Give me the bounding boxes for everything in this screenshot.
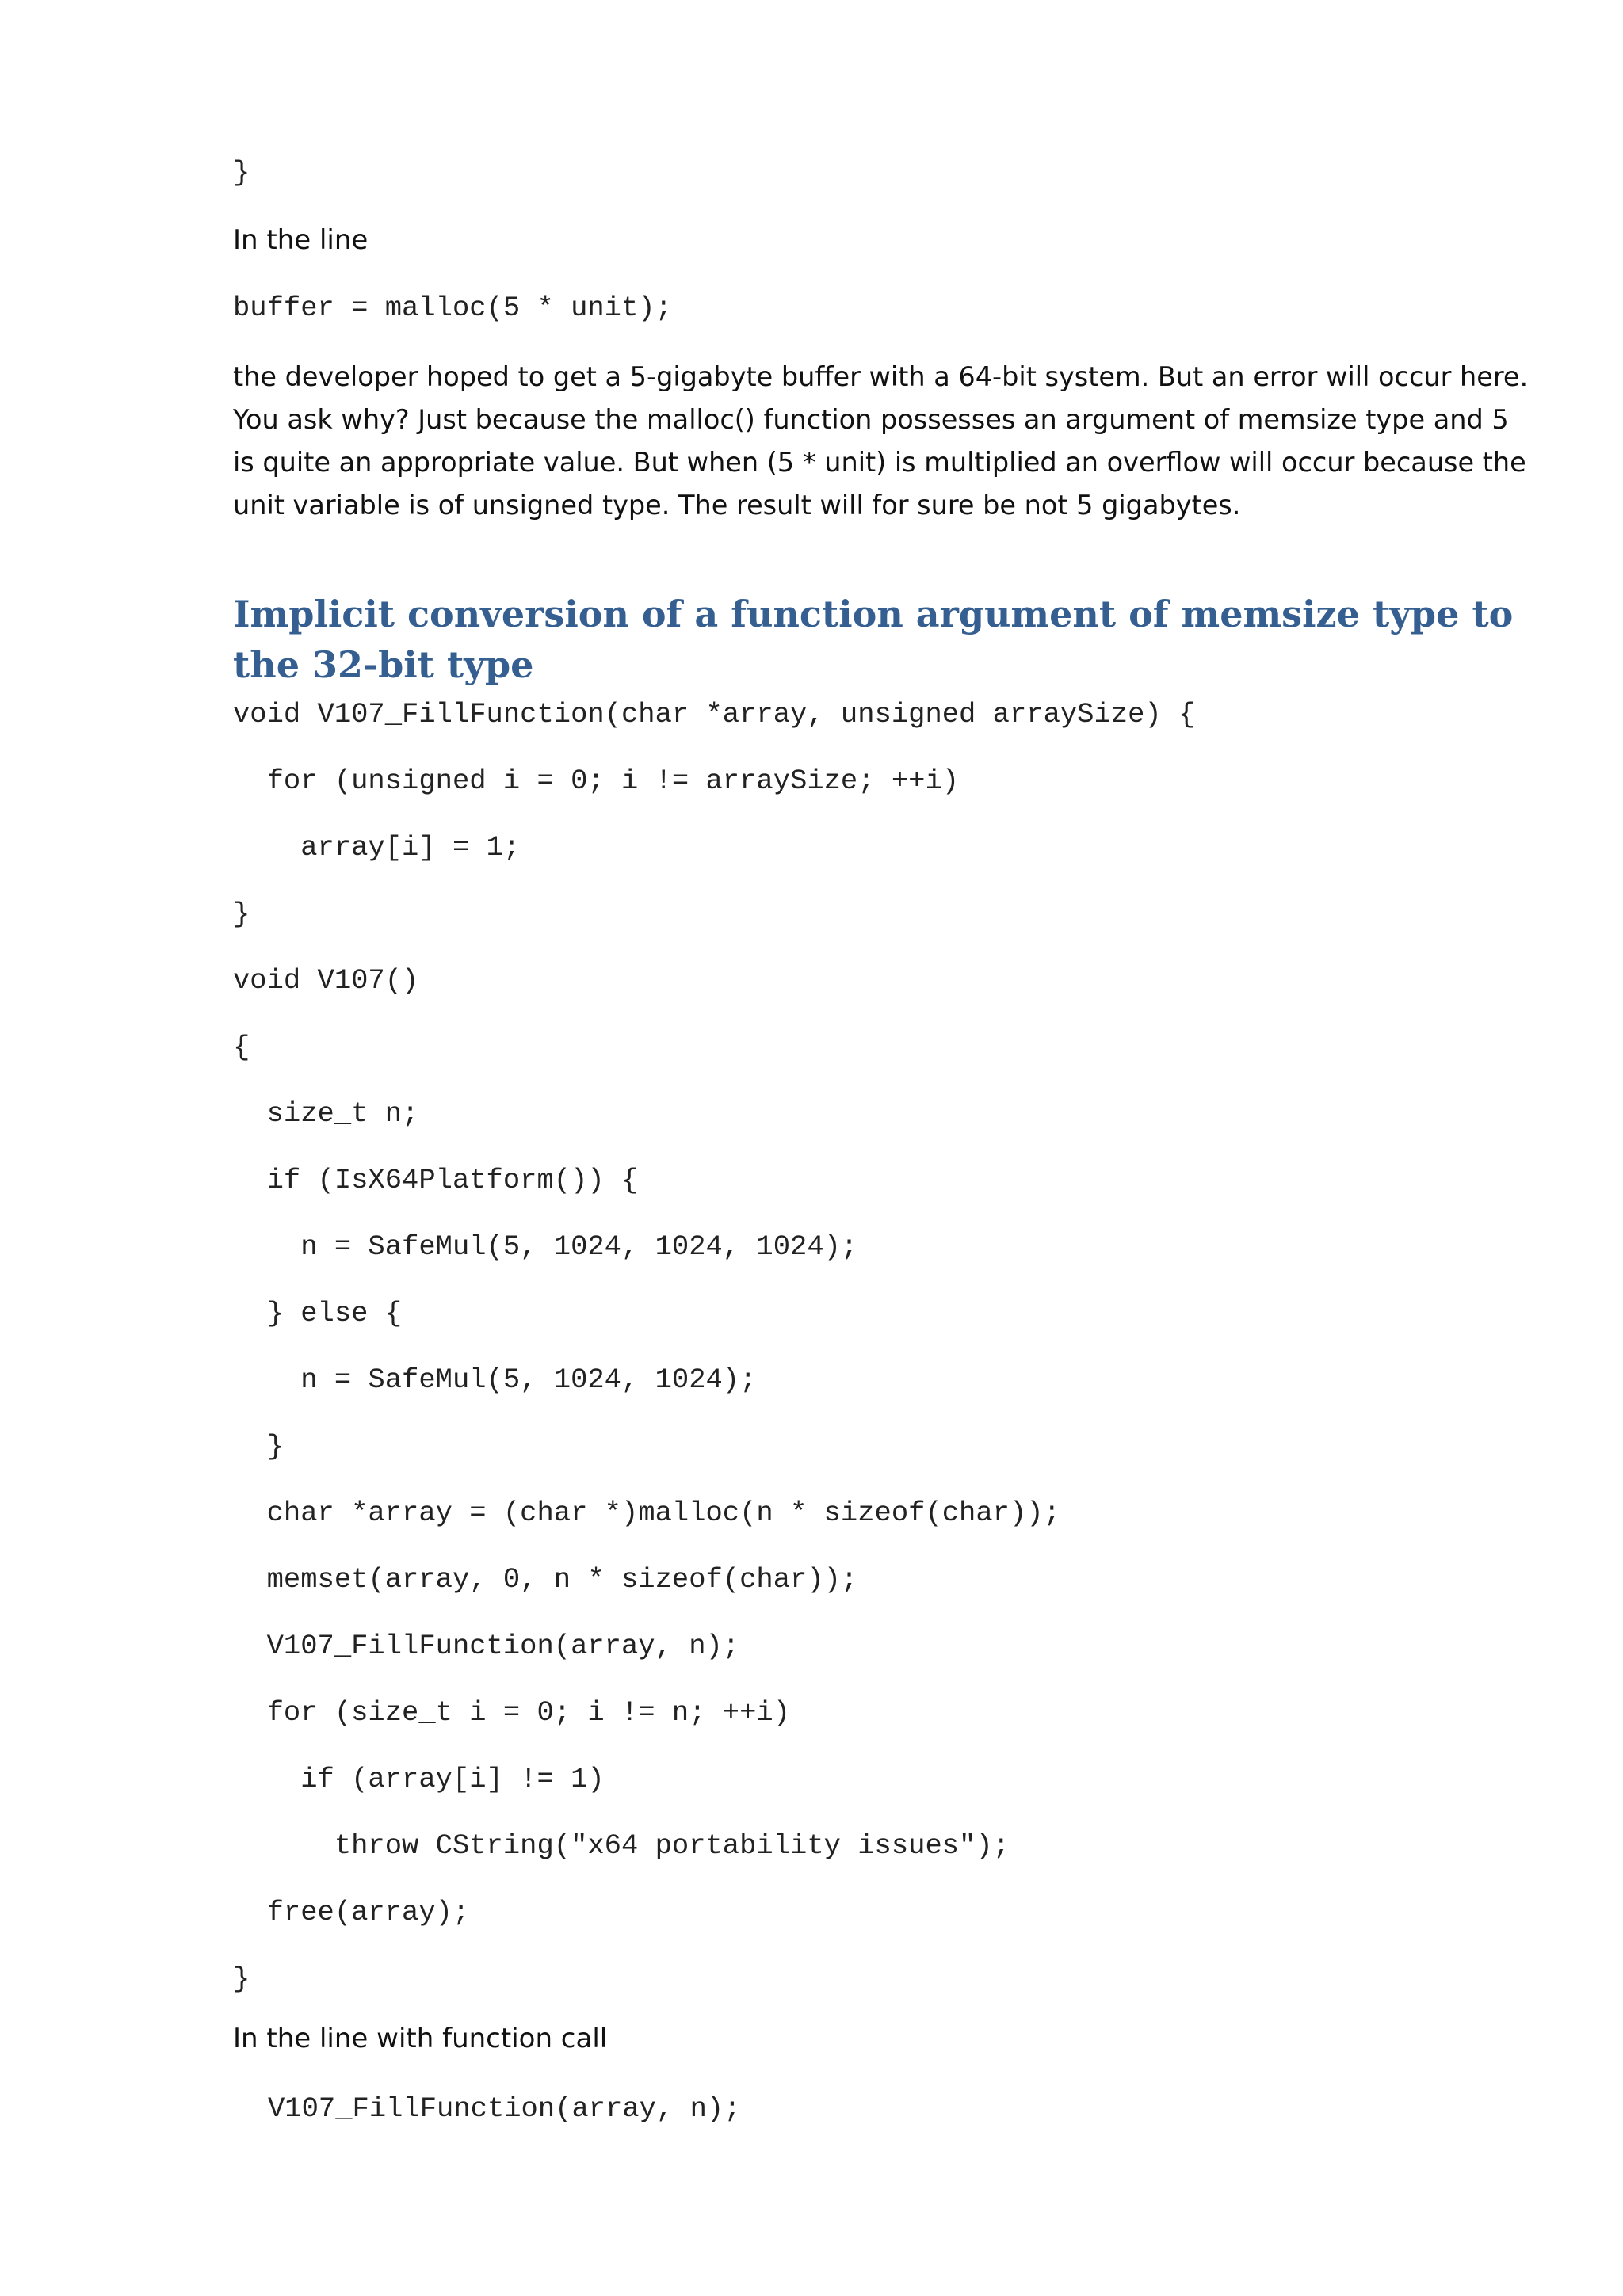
code-line: void V107_FillFunction(char *array, unsigned arraySize) { [233, 698, 1196, 730]
code-line: char *array = (char *)malloc(n * sizeof(char)); [233, 1497, 1060, 1529]
code-line: if (array[i] != 1) [233, 1763, 605, 1795]
code-line: V107_FillFunction(array, n); [233, 1630, 740, 1662]
intro-text: In the line [233, 224, 369, 256]
code-line: } else { [233, 1297, 403, 1329]
code-line: } [233, 1962, 250, 1995]
code-buffer-line: buffer = malloc(5 * unit); [233, 292, 672, 324]
code-line: } [233, 898, 250, 930]
code-line: array[i] = 1; [233, 831, 521, 864]
code-line: if (IsX64Platform()) { [233, 1164, 639, 1196]
code-line: n = SafeMul(5, 1024, 1024); [233, 1363, 757, 1396]
code-line: { [233, 1031, 250, 1063]
code-line: } [233, 1430, 284, 1463]
code-line: for (unsigned i = 0; i != arraySize; ++i) [233, 765, 960, 797]
previous-code-closing-brace: } [233, 156, 250, 189]
explanation-paragraph: the developer hoped to get a 5-gigabyte buffer with a 64-bit system. But an error will occur here. You ask why? Just because the malloc() function possesses an argument of memsize type and 5 is quite an appropriate value. But when (5 * unit) is multiplied an overflow will occur because the unit variable is of unsigned type. The result will for sure be not 5 gigabytes. [233, 361, 1529, 521]
code-line: void V107() [233, 964, 419, 997]
code-call-line: V107_FillFunction(array, n); [268, 2092, 741, 2125]
code-line: n = SafeMul(5, 1024, 1024, 1024); [233, 1230, 858, 1263]
call-intro-text: In the line with function call [233, 2023, 608, 2054]
code-line: memset(array, 0, n * sizeof(char)); [233, 1563, 858, 1596]
code-line: size_t n; [233, 1097, 419, 1130]
code-line: for (size_t i = 0; i != n; ++i) [233, 1696, 791, 1729]
code-line: free(array); [233, 1896, 470, 1928]
section-heading: Implicit conversion of a function argument of memsize type to the 32-bit type [233, 593, 1514, 686]
code-line: throw CString("x64 portability issues"); [233, 1829, 1010, 1862]
